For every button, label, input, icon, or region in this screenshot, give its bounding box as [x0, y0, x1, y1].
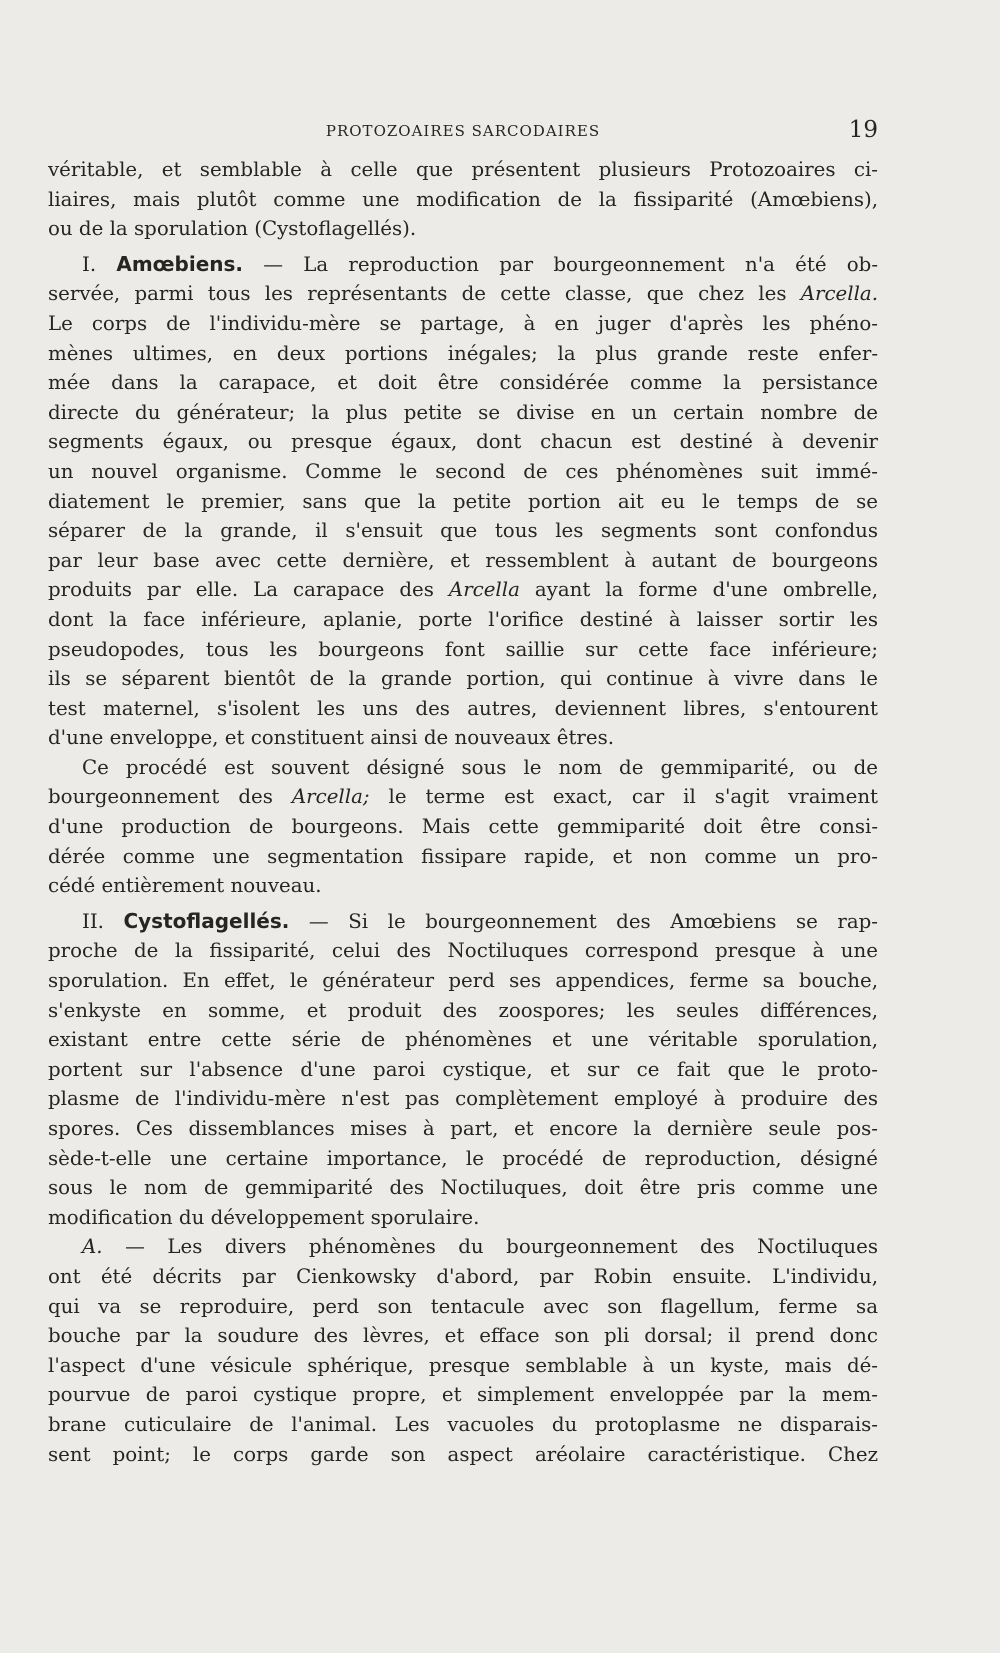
text-line: mée dans la carapace, et doit être considérée comme la persistance: [48, 371, 878, 395]
text-line: proche de la fissiparité, celui des Noctiluques correspond presque à une: [48, 939, 878, 963]
text-line: [48, 575, 878, 605]
text-line: bouche par la soudure des lèvres, et efface son pli dorsal; il prend donc: [48, 1324, 878, 1348]
text-line: d'une enveloppe, et constituent ainsi de nouveaux êtres.: [48, 726, 615, 750]
section-heading-line: [48, 250, 878, 280]
text-line: l'aspect d'une vésicule sphérique, presque semblable à un kyste, mais dé-: [48, 1353, 878, 1377]
text-line: plasme de l'individu-mère n'est pas complètement employé à produire des: [48, 1087, 878, 1111]
text-line: modification du développement sporulaire.: [48, 1205, 480, 1229]
text-line: portent sur l'absence d'une paroi cystique, et sur ce fait que le proto-: [48, 1057, 878, 1081]
text-body: [48, 155, 878, 1469]
text-line: sent point; le corps garde son aspect aréolaire caractéristique. Chez: [48, 1442, 878, 1466]
text-line: liaires, mais plutôt comme une modification de la fissiparité (Amœbiens),: [48, 187, 878, 211]
text-line: sède-t-elle une certaine importance, le procédé de reproduction, désigné: [48, 1146, 878, 1170]
text-line: d'une production de bourgeons. Mais cette gemmiparité doit être consi-: [48, 815, 878, 839]
text-run: le terme est exact, car il s'agit vraiment: [369, 785, 878, 809]
text-line: Le corps de l'individu-mère se partage, à en juger d'après les phéno-: [48, 311, 878, 335]
section-heading-line: [48, 907, 878, 937]
text-line: directe du générateur; la plus petite se divise en un certain nombre de: [48, 400, 878, 424]
text-run: — La reproduction par bourgeonnement n'a été ob-: [243, 252, 878, 276]
text-line: diatement le premier, sans que la petite portion ait eu le temps de se: [48, 489, 878, 513]
text-run: ayant la forme d'une ombrelle,: [519, 578, 878, 602]
text-line: existant entre cette série de phénomènes et une véritable sporulation,: [48, 1028, 878, 1052]
section-heading: Cystoflagellés.: [123, 908, 290, 933]
text-line: qui va se reproduire, perd son tentacule avec son flagellum, ferme sa: [48, 1294, 878, 1318]
text-line: [48, 782, 878, 812]
text-line: ou de la sporulation (Cystoflagellés).: [48, 217, 417, 241]
text-run: bourgeonnement des: [48, 785, 292, 809]
text-line: pourvue de paroi cystique propre, et simplement enveloppée par la mem-: [48, 1383, 878, 1407]
text-run: servée, parmi tous les représentants de cette classe, que chez les: [48, 282, 801, 306]
text-line: mènes ultimes, en deux portions inégales; la plus grande reste enfer-: [48, 341, 878, 365]
text-run: — Les divers phénomènes du bourgeonnement des Noctiluques: [102, 1235, 878, 1259]
text-line: test maternel, s'isolent les uns des autres, deviennent libres, s'entourent: [48, 696, 878, 720]
text-line: dérée comme une segmentation fissipare rapide, et non comme un pro-: [48, 844, 878, 868]
section-number: I.: [82, 252, 97, 276]
text-line: séparer de la grande, il s'ensuit que tous les segments sont confondus: [48, 519, 878, 543]
section-heading: Amœbiens.: [116, 251, 244, 276]
text-run: produits par elle. La carapace des: [48, 578, 449, 602]
text-line: [48, 1232, 878, 1262]
text-line: sporulation. En effet, le générateur perd ses appendices, ferme sa bouche,: [48, 969, 878, 993]
text-line: ont été décrits par Cienkowsky d'abord, par Robin ensuite. L'individu,: [48, 1264, 878, 1288]
text-line: sous le nom de gemmiparité des Noctiluques, doit être pris comme une: [48, 1176, 878, 1200]
text-line: [48, 279, 878, 309]
text-line: Ce procédé est souvent désigné sous le nom de gemmiparité, ou de: [82, 755, 878, 779]
text-run: — Si le bourgeonnement des Amœbiens se rap-: [289, 909, 878, 933]
running-head: [48, 117, 878, 150]
italic-term: Arcella.: [800, 282, 878, 306]
page-number: 19: [848, 117, 878, 143]
text-line: par leur base avec cette dernière, et ressemblent à autant de bourgeons: [48, 548, 878, 572]
text-line: pseudopodes, tous les bourgeons font saillie sur cette face inférieure;: [48, 637, 878, 661]
text-line: s'enkyste en somme, et produit des zoospores; les seules différences,: [48, 998, 878, 1022]
text-line: spores. Ces dissemblances mises à part, et encore la dernière seule pos-: [48, 1117, 878, 1140]
text-line: un nouvel organisme. Comme le second de ces phénomènes suit immé-: [48, 459, 878, 483]
running-title: PROTOZOAIRES SARCODAIRES: [325, 122, 601, 140]
text-line: segments égaux, ou presque égaux, dont chacun est destiné à devenir: [48, 430, 878, 454]
text-line: cédé entièrement nouveau.: [48, 874, 322, 898]
text-line: ils se séparent bientôt de la grande portion, qui continue à vivre dans le: [48, 667, 878, 691]
italic-term: Arcella;: [291, 785, 370, 809]
subsection-letter: A.: [82, 1235, 103, 1259]
text-line: véritable, et semblable à celle que présentent plusieurs Protozoaires ci-: [48, 158, 878, 181]
text-line: dont la face inférieure, aplanie, porte l'orifice destiné à laisser sortir les: [48, 607, 878, 631]
section-number: II.: [82, 909, 104, 933]
text-line: brane cuticulaire de l'animal. Les vacuoles du protoplasme ne disparais-: [48, 1412, 878, 1436]
italic-term: Arcella: [448, 578, 520, 602]
